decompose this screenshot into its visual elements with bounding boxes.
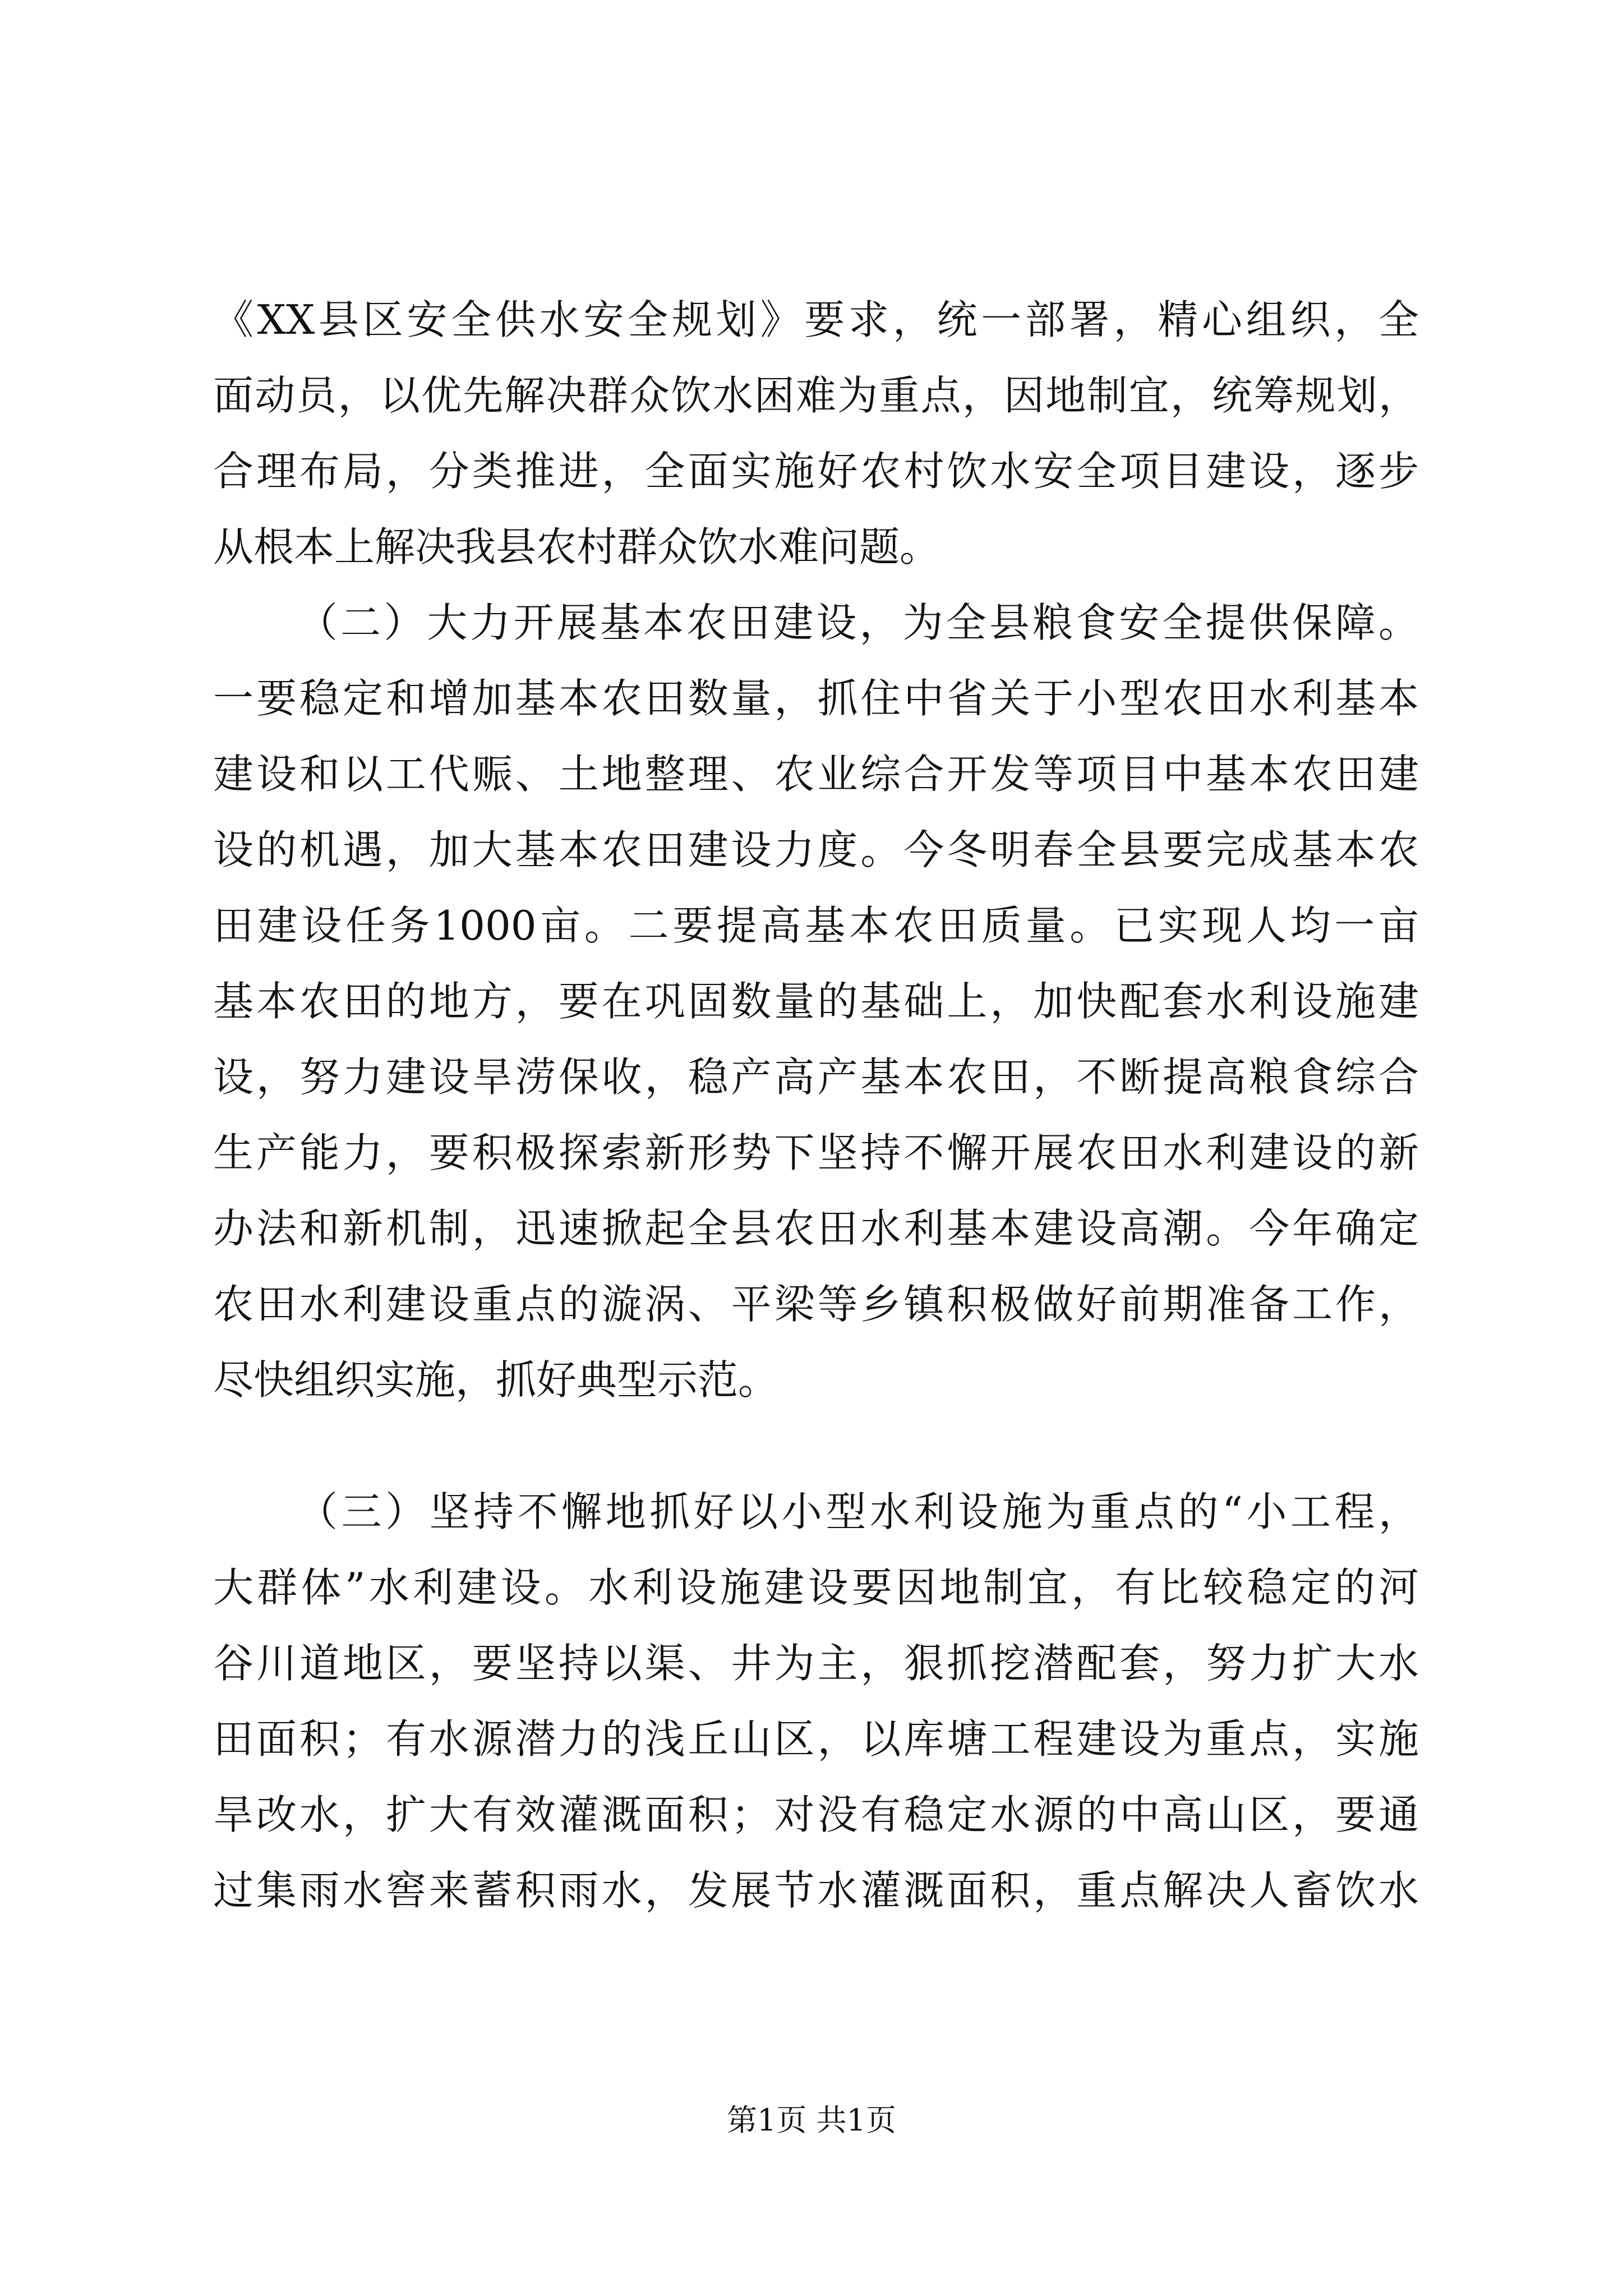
section-heading-line: （三）坚持不懈地抓好以小型水利设施为重点的“小工程，	[297, 1488, 1419, 1535]
text-line: 设，努力建设旱涝保收，稳产高产基本农田，不断提高粮食综合	[213, 1053, 1419, 1101]
text-line: 生产能力，要积极探索新形势下坚持不懈开展农田水利建设的新	[213, 1129, 1419, 1176]
text-line: 尽快组织实施，抓好典型示范。	[213, 1356, 779, 1404]
text-line: 大群体”水利建设。水利设施建设要因地制宜，有比较稳定的河	[213, 1564, 1419, 1611]
text-line: 谷川道地区，要坚持以渠、井为主，狠抓挖潜配套，努力扩大水	[213, 1640, 1419, 1687]
text-line: 基本农田的地方，要在巩固数量的基础上，加快配套水利设施建	[213, 978, 1419, 1025]
text-line: 从根本上解决我县农村群众饮水难问题。	[213, 523, 940, 570]
text-line: 过集雨水窖来蓄积雨水，发展节水灌溉面积，重点解决人畜饮水	[213, 1867, 1419, 1914]
text-line: 一要稳定和增加基本农田数量，抓住中省关于小型农田水利基本	[213, 675, 1419, 722]
page-footer: 第1页 共1页	[727, 2102, 896, 2138]
section-heading-line: （二）大力开展基本农田建设，为全县粮食安全提供保障。	[297, 599, 1419, 646]
text-line: 设的机遇，加大基本农田建设力度。今冬明春全县要完成基本农	[213, 826, 1419, 873]
text-line: 建设和以工代赈、土地整理、农业综合开发等项目中基本农田建	[213, 751, 1419, 798]
text-line: 农田水利建设重点的漩涡、平梁等乡镇积极做好前期准备工作，	[213, 1281, 1419, 1328]
text-line: 田面积；有水源潜力的浅丘山区，以库塘工程建设为重点，实施	[213, 1715, 1419, 1763]
text-line: 《XX县区安全供水安全规划》要求，统一部署，精心组织，全	[213, 296, 1419, 343]
text-line: 面动员，以优先解决群众饮水困难为重点，因地制宜，统筹规划，	[213, 372, 1419, 419]
text-line: 田建设任务1000亩。二要提高基本农田质量。已实现人均一亩	[213, 902, 1419, 949]
text-line: 旱改水，扩大有效灌溉面积；对没有稳定水源的中高山区，要通	[213, 1791, 1419, 1838]
text-line: 办法和新机制，迅速掀起全县农田水利基本建设高潮。今年确定	[213, 1205, 1419, 1252]
text-line: 合理布局，分类推进，全面实施好农村饮水安全项目建设，逐步	[213, 448, 1419, 495]
